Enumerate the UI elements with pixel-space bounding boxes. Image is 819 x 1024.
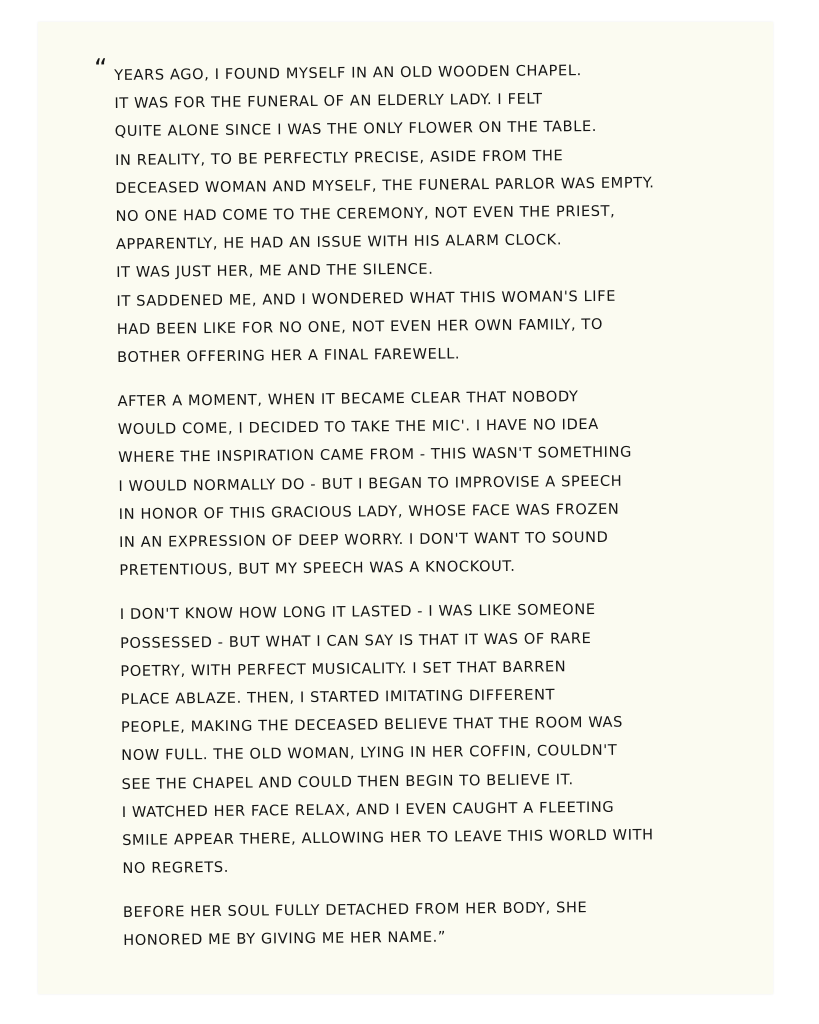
text-line: BEFORE HER SOUL FULLY DETACHED FROM HER BODY, SHE (122, 899, 588, 922)
text-line: NO REGRETS. (122, 858, 230, 878)
text-line: IT WAS JUST HER, ME AND THE SILENCE. (116, 260, 434, 282)
paragraph-3 (120, 595, 773, 884)
text-line: IT WAS FOR THE FUNERAL OF AN ELDERLY LADY. I FELT (114, 90, 543, 113)
text-line: YEARS AGO, I FOUND MYSELF IN AN OLD WOODEN CHAPEL. (114, 62, 582, 84)
text-line: POETRY, WITH PERFECT MUSICALITY. I SET THAT BARREN (120, 658, 567, 680)
text-line: PLACE ABLAZE. THEN, I STARTED IMITATING DIFFERENT (120, 686, 556, 708)
text-line: I WOULD NORMALLY DO - BUT I BEGAN TO IMPROVISE A SPEECH (118, 472, 623, 495)
text-line: IT SADDENED ME, AND I WONDERED WHAT THIS WOMAN'S LIFE (116, 287, 617, 310)
text-line: DECEASED WOMAN AND MYSELF, THE FUNERAL PARLOR WAS EMPTY. (115, 174, 655, 197)
text-line: NOW FULL. THE OLD WOMAN, LYING IN HER COFFIN, COULDN'T (121, 742, 618, 765)
text-line: IN HONOR OF THIS GRACIOUS LADY, WHOSE FACE WAS FROZEN (118, 500, 620, 523)
paper-sheet (38, 22, 773, 994)
text-line: QUITE ALONE SINCE I WAS THE ONLY FLOWER ON THE TABLE. (114, 118, 598, 141)
text-line: SMILE APPEAR THERE, ALLOWING HER TO LEAVE THIS WORLD WITH (122, 826, 654, 849)
text-line: I DON'T KNOW HOW LONG IT LASTED - I WAS LIKE SOMEONE (119, 601, 596, 624)
text-line: APPARENTLY, HE HAD AN ISSUE WITH HIS ALARM CLOCK. (115, 231, 563, 254)
text-line: HAD BEEN LIKE FOR NO ONE, NOT EVEN HER OWN FAMILY, TO (116, 315, 604, 338)
text-line: BOTHER OFFERING HER A FINAL FAREWELL. (117, 345, 461, 366)
text-line: AFTER A MOMENT, WHEN IT BECAME CLEAR THAT NOBODY (117, 388, 579, 411)
text-line: PEOPLE, MAKING THE DECEASED BELIEVE THAT THE ROOM WAS (120, 713, 624, 737)
opening-quote-mark: “ (93, 54, 109, 85)
text-line: NO ONE HAD COME TO THE CEREMONY, NOT EVEN THE PRIEST, (115, 202, 616, 225)
text-line: POSSESSED - BUT WHAT I CAN SAY IS THAT IT WAS OF RARE (119, 629, 592, 652)
handwritten-text (93, 54, 773, 971)
text-line: SEE THE CHAPEL AND COULD THEN BEGIN TO BELIEVE IT. (121, 770, 574, 793)
paragraph-1 (114, 55, 767, 372)
paragraph-4 (123, 892, 774, 955)
text-line: I WATCHED HER FACE RELAX, AND I EVEN CAUGHT A FLEETING (121, 798, 615, 821)
text-line: WHERE THE INSPIRATION CAME FROM - THIS WASN'T SOMETHING (118, 444, 633, 467)
text-line: IN AN EXPRESSION OF DEEP WORRY. I DON'T WANT TO SOUND (118, 528, 609, 551)
text-line: WOULD COME, I DECIDED TO TAKE THE MIC'. I HAVE NO IDEA (117, 416, 599, 439)
text-line: PRETENTIOUS, BUT MY SPEECH WAS A KNOCKOUT. (119, 558, 516, 580)
text-line: HONORED ME BY GIVING ME HER NAME.” (123, 929, 447, 950)
text-line: IN REALITY, TO BE PERFECTLY PRECISE, ASIDE FROM THE (114, 146, 564, 169)
paragraph-2 (117, 381, 769, 585)
